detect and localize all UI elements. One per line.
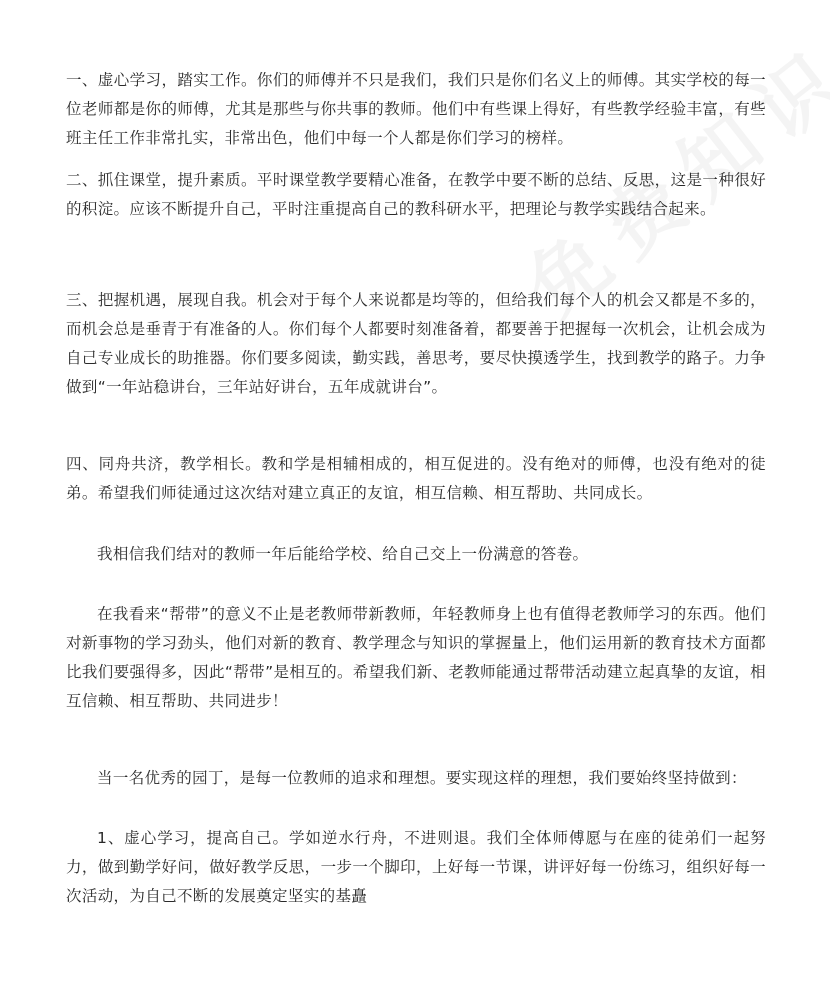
paragraph-8: 1、虚心学习，提高自己。学如逆水行舟，不进则退。我们全体师傅愿与在座的徒弟们一起努力，做到勤学好问，做好教学反思，一步一个脚印，上好每一节课，讲评好每一份练习，组织好每一次活动，为自己不断的发展奠定坚实的基矗 <box>66 829 766 905</box>
paragraph-1: 一、虚心学习，踏实工作。你们的师傅并不只是我们，我们只是你们名义上的师傅。其实学校的每一位老师都是你的师傅，尤其是那些与你共事的教师。他们中有些课上得好，有些教学经验丰富，有些班主任工作非常扎实，非常出色，他们中每一个人都是你们学习的榜样。 <box>66 71 766 147</box>
paragraph-3: 三、把握机遇，展现自我。机会对于每个人来说都是均等的，但给我们每个人的机会又都是不多的，而机会总是垂青于有准备的人。你们每个人都要时刻准备着，都要善于把握每一次机会，让机会成为自己专业成长的助推器。你们要多阅读，勤实践，善思考，要尽快摸透学生，找到教学的路子。力争做到“一年站稳讲台，三年站好讲台，五年成就讲台”。 <box>66 291 766 396</box>
paragraph-5: 我相信我们结对的教师一年后能给学校、给自己交上一份满意的答卷。 <box>97 545 589 563</box>
paragraph-6: 在我看来“帮带”的意义不止是老教师带新教师，年轻教师身上也有值得老教师学习的东西。他们对新事物的学习劲头，他们对新的教育、教学理念与知识的掌握量上，他们运用新的教育技术方面都比我们要强得多，因此“帮带”是相互的。希望我们新、老教师能通过帮带活动建立起真挚的友谊，相互信赖、相互帮助、共同进步！ <box>66 605 766 710</box>
paragraph-7: 当一名优秀的园丁，是每一位教师的追求和理想。要实现这样的理想，我们要始终坚持做到： <box>97 769 747 787</box>
paragraph-2: 二、抓住课堂，提升素质。平时课堂教学要精心准备，在教学中要不断的总结、反思，这是一种很好的积淀。应该不断提升自己，平时注重提高自己的教科研水平，把理论与教学实践结合起来。 <box>66 171 766 218</box>
paragraph-4: 四、同舟共济，教学相长。教和学是相辅相成的，相互促进的。没有绝对的师傅，也没有绝对的徒弟。希望我们师徒通过这次结对建立真正的友谊，相互信赖、相互帮助、共同成长。 <box>66 455 766 502</box>
